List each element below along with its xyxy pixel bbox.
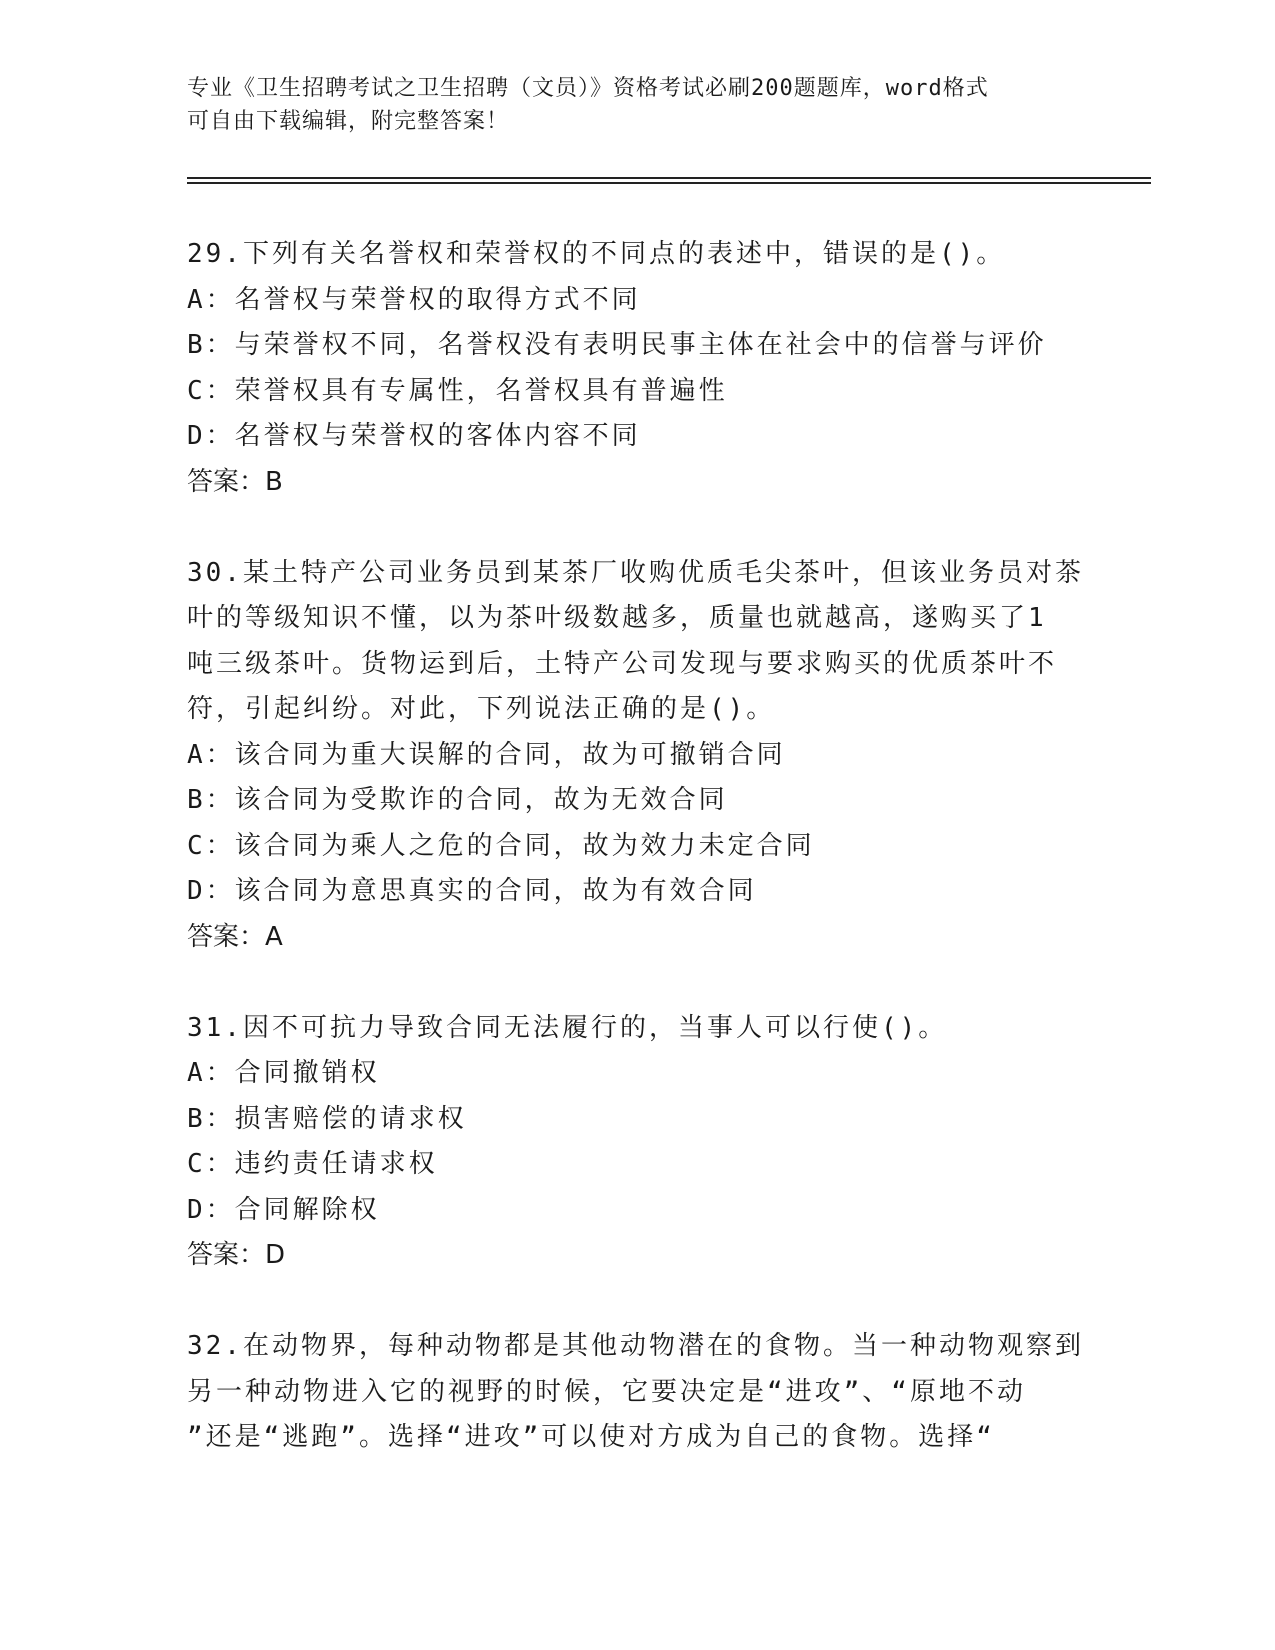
question-stem: 符，引起纠纷。对此，下列说法正确的是()。 <box>187 694 776 724</box>
question-stem: 29.下列有关名誉权和荣誉权的不同点的表述中，错误的是()。 <box>187 239 1006 269</box>
option-d: D：合同解除权 <box>187 1194 380 1225</box>
answer: 答案：A <box>187 921 283 952</box>
question-32 <box>187 1324 1087 1461</box>
answer: 答案：D <box>187 1240 286 1270</box>
question-29 <box>187 232 1087 505</box>
option-b: B：损害赔偿的请求权 <box>187 1103 467 1134</box>
question-stem: ”还是“逃跑”。选择“进攻”可以使对方成为自己的食物。选择“ <box>187 1422 995 1452</box>
document-header <box>187 72 1087 138</box>
question-stem: 叶的等级知识不懂，以为茶叶级数越多，质量也就越高，遂购买了1 <box>187 603 1047 633</box>
question-spacer <box>187 960 1087 1006</box>
question-stem: 另一种动物进入它的视野的时候，它要决定是“进攻”、“原地不动 <box>187 1376 1026 1407</box>
question-spacer <box>187 505 1087 551</box>
question-31 <box>187 1006 1087 1279</box>
option-c: C：该合同为乘人之危的合同，故为效力未定合同 <box>187 830 815 861</box>
option-b: B：与荣誉权不同，名誉权没有表明民事主体在社会中的信誉与评价 <box>187 330 1047 360</box>
header-line-2: 可自由下载编辑，附完整答案！ <box>187 109 510 134</box>
answer: 答案：B <box>187 466 283 497</box>
question-spacer <box>187 1279 1087 1325</box>
question-stem: 32.在动物界，每种动物都是其他动物潜在的食物。当一种动物观察到 <box>187 1331 1084 1361</box>
option-d: D：该合同为意思真实的合同，故为有效合同 <box>187 876 757 906</box>
option-a: A：名誉权与荣誉权的取得方式不同 <box>187 284 641 315</box>
question-30 <box>187 551 1087 961</box>
option-d: D：名誉权与荣誉权的客体内容不同 <box>187 421 641 451</box>
option-c: C：荣誉权具有专属性，名誉权具有普遍性 <box>187 375 728 406</box>
question-stem: 30.某土特产公司业务员到某茶厂收购优质毛尖茶叶，但该业务员对茶 <box>187 557 1084 588</box>
option-c: C：违约责任请求权 <box>187 1149 438 1179</box>
option-a: A：合同撤销权 <box>187 1058 380 1088</box>
option-b: B：该合同为受欺诈的合同，故为无效合同 <box>187 785 728 815</box>
question-list <box>187 232 1087 1461</box>
question-stem: 吨三级茶叶。货物运到后，土特产公司发现与要求购买的优质茶叶不 <box>187 648 1058 679</box>
question-stem: 31.因不可抗力导致合同无法履行的，当事人可以行使()。 <box>187 1012 948 1043</box>
header-divider-bottom <box>187 182 1151 184</box>
header-line-1: 专业《卫生招聘考试之卫生招聘（文员）》资格考试必刷200题题库，word格式 <box>187 76 989 101</box>
option-a: A：该合同为重大误解的合同，故为可撤销合同 <box>187 739 786 770</box>
header-divider-top <box>187 177 1151 179</box>
